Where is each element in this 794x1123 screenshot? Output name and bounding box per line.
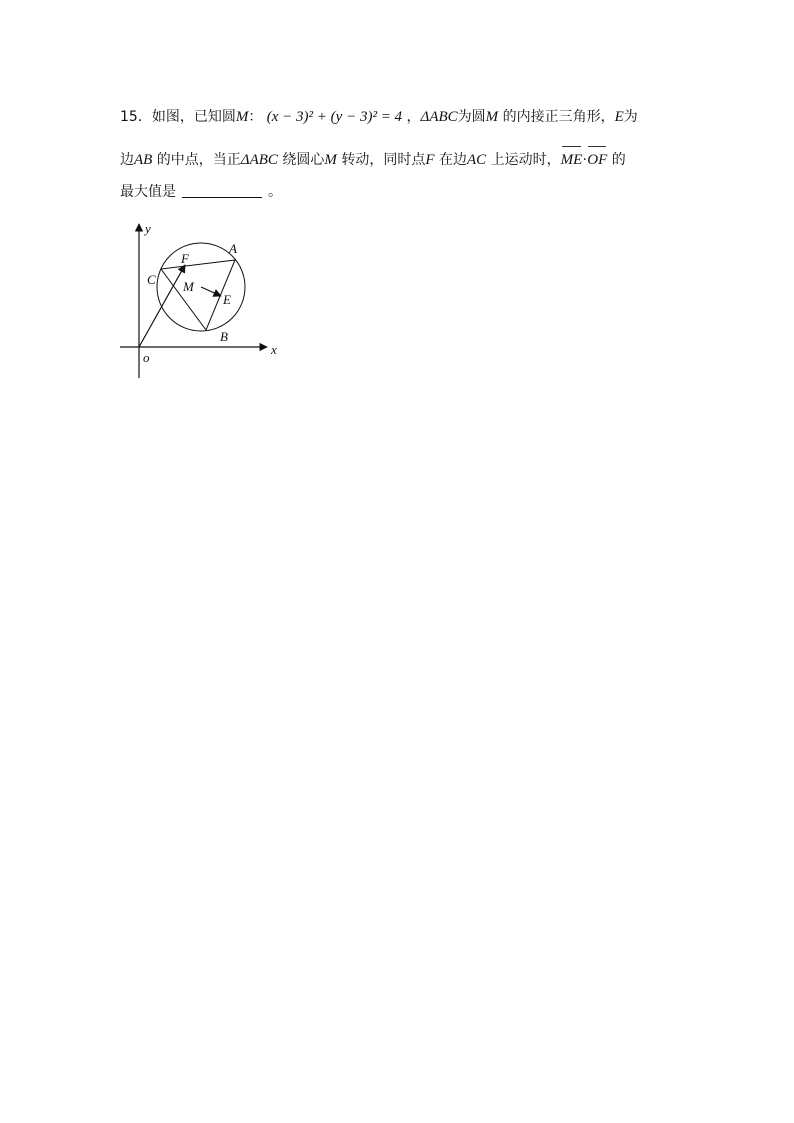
- text: 如图，已知圆: [151, 109, 236, 125]
- label-f: F: [181, 251, 189, 266]
- vector-of-arrow: [139, 265, 185, 347]
- text: 的中点，当正: [156, 152, 241, 168]
- text: 的: [611, 152, 626, 168]
- label-x: x: [271, 342, 277, 357]
- segment-ac: AC: [466, 152, 487, 168]
- text: 上运动时，: [490, 152, 561, 168]
- problem-line-1: [120, 107, 638, 127]
- geometry-figure: [115, 218, 290, 383]
- label-m: M: [183, 279, 194, 294]
- vector-of: OF: [587, 152, 608, 168]
- triangle-name: ΔABC: [420, 109, 458, 125]
- point-e: E: [614, 109, 624, 125]
- segment-ab: AB: [134, 152, 153, 168]
- problem-number: 15．: [120, 109, 152, 125]
- problem-line-3: [120, 182, 282, 202]
- label-c: C: [147, 272, 156, 287]
- text: 的内接正三角形，: [502, 109, 615, 125]
- text: 为: [623, 109, 638, 125]
- label-a: A: [229, 241, 237, 256]
- dot-operator: ·: [582, 152, 588, 168]
- text: ：: [248, 109, 263, 125]
- text: 在边: [438, 152, 467, 168]
- vector-me-arrow: [201, 287, 221, 296]
- text: 为圆: [457, 109, 486, 125]
- text: 边: [120, 152, 134, 168]
- circle-name: M: [235, 109, 249, 125]
- text: 。: [268, 184, 282, 200]
- triangle-name: ΔABC: [240, 152, 278, 168]
- text: ，: [406, 109, 421, 125]
- label-e: E: [223, 292, 231, 307]
- circle-name: M: [485, 109, 499, 125]
- label-o: o: [143, 350, 150, 365]
- text: 转动，同时点: [341, 152, 426, 168]
- vector-me: ME: [560, 152, 583, 168]
- label-b: B: [220, 329, 228, 344]
- text: 最大值是: [120, 184, 176, 200]
- circle-center: M: [324, 152, 337, 168]
- label-y: y: [145, 221, 151, 236]
- circle-equation: (x − 3)² + (y − 3)² = 4: [266, 109, 403, 125]
- point-f: F: [425, 152, 435, 168]
- text: 绕圆心: [282, 152, 325, 168]
- answer-blank[interactable]: [182, 183, 262, 198]
- problem-line-2: [120, 150, 626, 170]
